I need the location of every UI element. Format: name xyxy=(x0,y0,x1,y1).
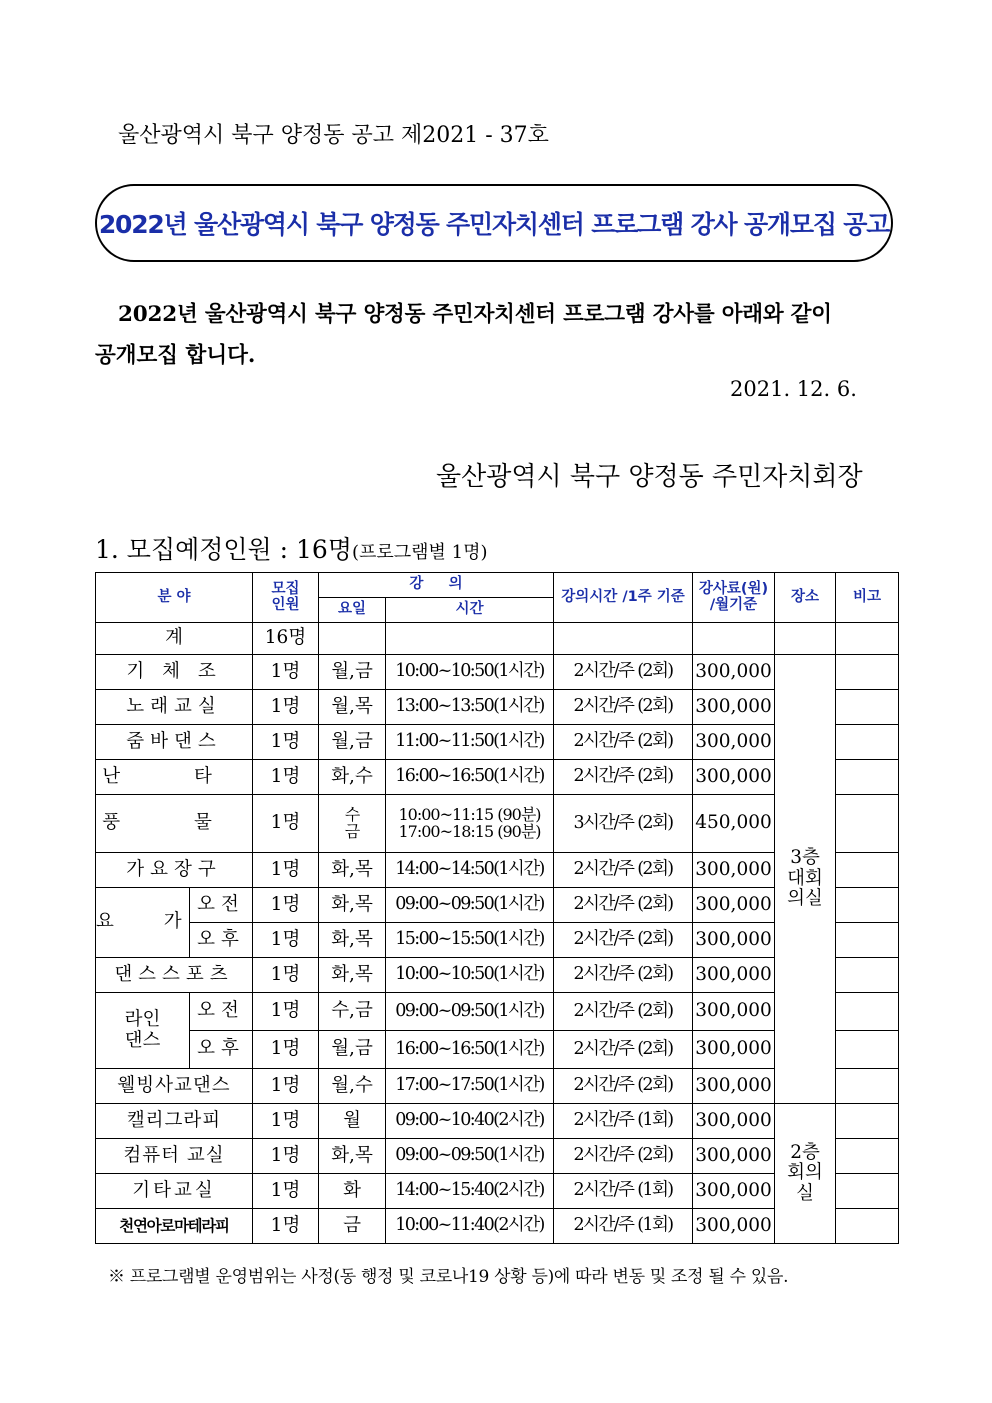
header-fee-line1: 강사료(원) xyxy=(698,580,769,597)
weekly-hours: 2시간/주 (2회) xyxy=(554,888,693,923)
note-cell xyxy=(836,1104,899,1139)
note-cell xyxy=(836,1209,899,1244)
monthly-fee: 300,000 xyxy=(693,1031,775,1069)
total-label: 계 xyxy=(96,623,253,655)
program-name-line1: 라인 xyxy=(124,1009,161,1031)
monthly-fee: 300,000 xyxy=(693,993,775,1031)
lecture-day: 월,금 xyxy=(319,1031,386,1069)
lecture-time xyxy=(386,795,554,853)
weekly-hours: 2시간/주 (2회) xyxy=(554,993,693,1031)
note-cell xyxy=(836,1174,899,1209)
lecture-day: 월,수 xyxy=(319,1069,386,1104)
weekly-hours: 3시간/주 (2회) xyxy=(554,795,693,853)
program-session: 오후 xyxy=(190,923,253,958)
program-name: 캘리그라피 xyxy=(96,1104,253,1139)
section-subtitle: (프로그램별 1명) xyxy=(351,542,488,563)
monthly-fee: 300,000 xyxy=(693,888,775,923)
header-fee-line2: /월기준 xyxy=(709,596,758,613)
lecture-time: 11:00~11:50(1시간) xyxy=(386,725,554,760)
weekly-hours: 2시간/주 (1회) xyxy=(554,1104,693,1139)
monthly-fee: 300,000 xyxy=(693,655,775,690)
program-name-line2: 댄스 xyxy=(124,1029,161,1051)
note-cell xyxy=(836,853,899,888)
lecture-time: 16:00~16:50(1시간) xyxy=(386,760,554,795)
monthly-fee: 300,000 xyxy=(693,958,775,993)
lecture-day: 화,목 xyxy=(319,888,386,923)
lecture-day: 화 xyxy=(319,1174,386,1209)
lecture-day: 화,목 xyxy=(319,958,386,993)
program-name xyxy=(96,993,190,1069)
header-field: 분 야 xyxy=(96,573,253,623)
monthly-fee: 300,000 xyxy=(693,1139,775,1174)
lecture-time: 15:00~15:50(1시간) xyxy=(386,923,554,958)
header-note: 비고 xyxy=(836,573,899,623)
program-name: 댄스스포츠 xyxy=(96,958,253,993)
note-cell xyxy=(836,1139,899,1174)
place-2f-line2: 회의 xyxy=(787,1162,823,1184)
weekly-hours: 2시간/주 (2회) xyxy=(554,1069,693,1104)
monthly-fee: 300,000 xyxy=(693,690,775,725)
program-name: 기타교실 xyxy=(96,1174,253,1209)
note-cell xyxy=(836,725,899,760)
weekly-hours: 2시간/주 (2회) xyxy=(554,923,693,958)
note-cell xyxy=(836,923,899,958)
monthly-fee: 300,000 xyxy=(693,1174,775,1209)
place-3f-line1: 3층 xyxy=(790,847,820,869)
weekly-hours: 2시간/주 (2회) xyxy=(554,655,693,690)
note-cell xyxy=(836,1069,899,1104)
weekly-hours: 2시간/주 (2회) xyxy=(554,1031,693,1069)
program-name: 가요장구 xyxy=(96,853,253,888)
recruit-count: 1명 xyxy=(253,795,319,853)
recruit-count: 1명 xyxy=(253,690,319,725)
lecture-day: 금 xyxy=(319,1209,386,1244)
header-place: 장소 xyxy=(775,573,836,623)
lecture-time: 17:00~17:50(1시간) xyxy=(386,1069,554,1104)
lecture-day-1: 수 xyxy=(344,804,360,824)
lecture-time: 14:00~15:40(2시간) xyxy=(386,1174,554,1209)
recruitment-table-wrapper xyxy=(95,572,898,1258)
program-name: 웰빙사교댄스 xyxy=(96,1069,253,1104)
total-count: 16명 xyxy=(253,623,319,655)
section-title xyxy=(95,530,488,566)
program-name: 천연아로마테라피 xyxy=(96,1209,253,1244)
signer: 울산광역시 북구 양정동 주민자치회장 xyxy=(436,462,863,492)
note-cell xyxy=(836,993,899,1031)
recruit-count: 1명 xyxy=(253,1069,319,1104)
note-cell xyxy=(836,655,899,690)
weekly-hours: 2시간/주 (2회) xyxy=(554,690,693,725)
monthly-fee: 300,000 xyxy=(693,923,775,958)
note-cell xyxy=(836,760,899,795)
program-name: 요 가 xyxy=(96,888,190,958)
lecture-day xyxy=(319,795,386,853)
lecture-time: 09:00~09:50(1시간) xyxy=(386,993,554,1031)
monthly-fee: 450,000 xyxy=(693,795,775,853)
header-day: 요일 xyxy=(319,598,386,623)
weekly-hours: 2시간/주 (2회) xyxy=(554,760,693,795)
place-3f xyxy=(775,655,836,1104)
header-hours: 강의시간 /1주 기준 xyxy=(554,573,693,623)
recruit-count: 1명 xyxy=(253,888,319,923)
weekly-hours: 2시간/주 (1회) xyxy=(554,1174,693,1209)
lecture-time: 10:00~10:50(1시간) xyxy=(386,655,554,690)
recruit-count: 1명 xyxy=(253,923,319,958)
lecture-day: 화,목 xyxy=(319,923,386,958)
lecture-day: 월,금 xyxy=(319,655,386,690)
weekly-hours: 2시간/주 (2회) xyxy=(554,958,693,993)
lecture-time: 09:00~09:50(1시간) xyxy=(386,888,554,923)
footnote: ※ 프로그램별 운영범위는 사정(동 행정 및 코로나19 상황 등)에 따라 변동 및 조정 될 수 있음. xyxy=(108,1267,789,1287)
intro-line-1: 2022년 울산광역시 북구 양정동 주민자치센터 프로그램 강사를 아래와 같이 xyxy=(118,302,832,327)
place-2f xyxy=(775,1104,836,1244)
note-cell xyxy=(836,795,899,853)
monthly-fee: 300,000 xyxy=(693,853,775,888)
notice-number: 울산광역시 북구 양정동 공고 제2021 - 37호 xyxy=(118,123,549,148)
program-session: 오전 xyxy=(190,888,253,923)
lecture-time: 09:00~09:50(1시간) xyxy=(386,1139,554,1174)
place-3f-line3: 의실 xyxy=(787,888,823,910)
table-row xyxy=(96,1104,899,1139)
lecture-day: 화,목 xyxy=(319,853,386,888)
recruit-count: 1명 xyxy=(253,1209,319,1244)
lecture-day: 월,목 xyxy=(319,690,386,725)
program-name: 풍 물 xyxy=(96,795,253,853)
lecture-day: 월 xyxy=(319,1104,386,1139)
lecture-time: 16:00~16:50(1시간) xyxy=(386,1031,554,1069)
monthly-fee: 300,000 xyxy=(693,1104,775,1139)
table-row xyxy=(96,655,899,690)
header-lecture: 강 의 xyxy=(319,573,554,598)
notice-date: 2021. 12. 6. xyxy=(730,377,857,401)
lecture-day: 월,금 xyxy=(319,725,386,760)
section-title-main: 1. 모집예정인원 : 16명 xyxy=(95,535,352,564)
lecture-day-2: 금 xyxy=(344,821,360,841)
weekly-hours: 2시간/주 (2회) xyxy=(554,1139,693,1174)
place-3f-line2: 대회 xyxy=(787,867,823,889)
lecture-time-1: 10:00~11:15 (90분) xyxy=(398,804,541,824)
lecture-time: 13:00~13:50(1시간) xyxy=(386,690,554,725)
title-box xyxy=(95,184,893,262)
header-fee xyxy=(693,573,775,623)
recruit-count: 1명 xyxy=(253,1031,319,1069)
program-name: 난 타 xyxy=(96,760,253,795)
program-session: 오후 xyxy=(190,1031,253,1069)
program-name: 기 체 조 xyxy=(96,655,253,690)
lecture-time-2: 17:00~18:15 (90분) xyxy=(398,821,541,841)
weekly-hours: 2시간/주 (2회) xyxy=(554,725,693,760)
lecture-time: 14:00~14:50(1시간) xyxy=(386,853,554,888)
weekly-hours: 2시간/주 (2회) xyxy=(554,853,693,888)
recruit-count: 1명 xyxy=(253,1139,319,1174)
program-name: 컴퓨터 교실 xyxy=(96,1139,253,1174)
place-2f-line1: 2층 xyxy=(790,1141,820,1163)
note-cell xyxy=(836,1031,899,1069)
header-recruit xyxy=(253,573,319,623)
program-session: 오전 xyxy=(190,993,253,1031)
lecture-time: 10:00~11:40(2시간) xyxy=(386,1209,554,1244)
recruit-count: 1명 xyxy=(253,958,319,993)
program-name: 줌바댄스 xyxy=(96,725,253,760)
recruitment-table xyxy=(95,572,899,1244)
header-time: 시간 xyxy=(386,598,554,623)
program-name: 노래교실 xyxy=(96,690,253,725)
monthly-fee: 300,000 xyxy=(693,1209,775,1244)
recruit-count: 1명 xyxy=(253,853,319,888)
lecture-day: 화,수 xyxy=(319,760,386,795)
monthly-fee: 300,000 xyxy=(693,1069,775,1104)
monthly-fee: 300,000 xyxy=(693,725,775,760)
weekly-hours: 2시간/주 (1회) xyxy=(554,1209,693,1244)
recruit-count: 1명 xyxy=(253,993,319,1031)
lecture-day: 수,금 xyxy=(319,993,386,1031)
lecture-time: 09:00~10:40(2시간) xyxy=(386,1104,554,1139)
total-row xyxy=(96,623,899,655)
recruit-count: 1명 xyxy=(253,725,319,760)
monthly-fee: 300,000 xyxy=(693,760,775,795)
document-title: 2022년 울산광역시 북구 양정동 주민자치센터 프로그램 강사 공개모집 공고 xyxy=(98,210,890,239)
lecture-time: 10:00~10:50(1시간) xyxy=(386,958,554,993)
recruit-count: 1명 xyxy=(253,1174,319,1209)
recruit-count: 1명 xyxy=(253,760,319,795)
lecture-day: 화,목 xyxy=(319,1139,386,1174)
recruit-count: 1명 xyxy=(253,1104,319,1139)
note-cell xyxy=(836,690,899,725)
header-recruit-line2: 인원 xyxy=(271,596,300,613)
note-cell xyxy=(836,958,899,993)
recruit-count: 1명 xyxy=(253,655,319,690)
note-cell xyxy=(836,888,899,923)
place-2f-line3: 실 xyxy=(796,1182,814,1204)
intro-line-2: 공개모집 합니다. xyxy=(95,343,256,368)
header-recruit-line1: 모집 xyxy=(271,580,300,597)
